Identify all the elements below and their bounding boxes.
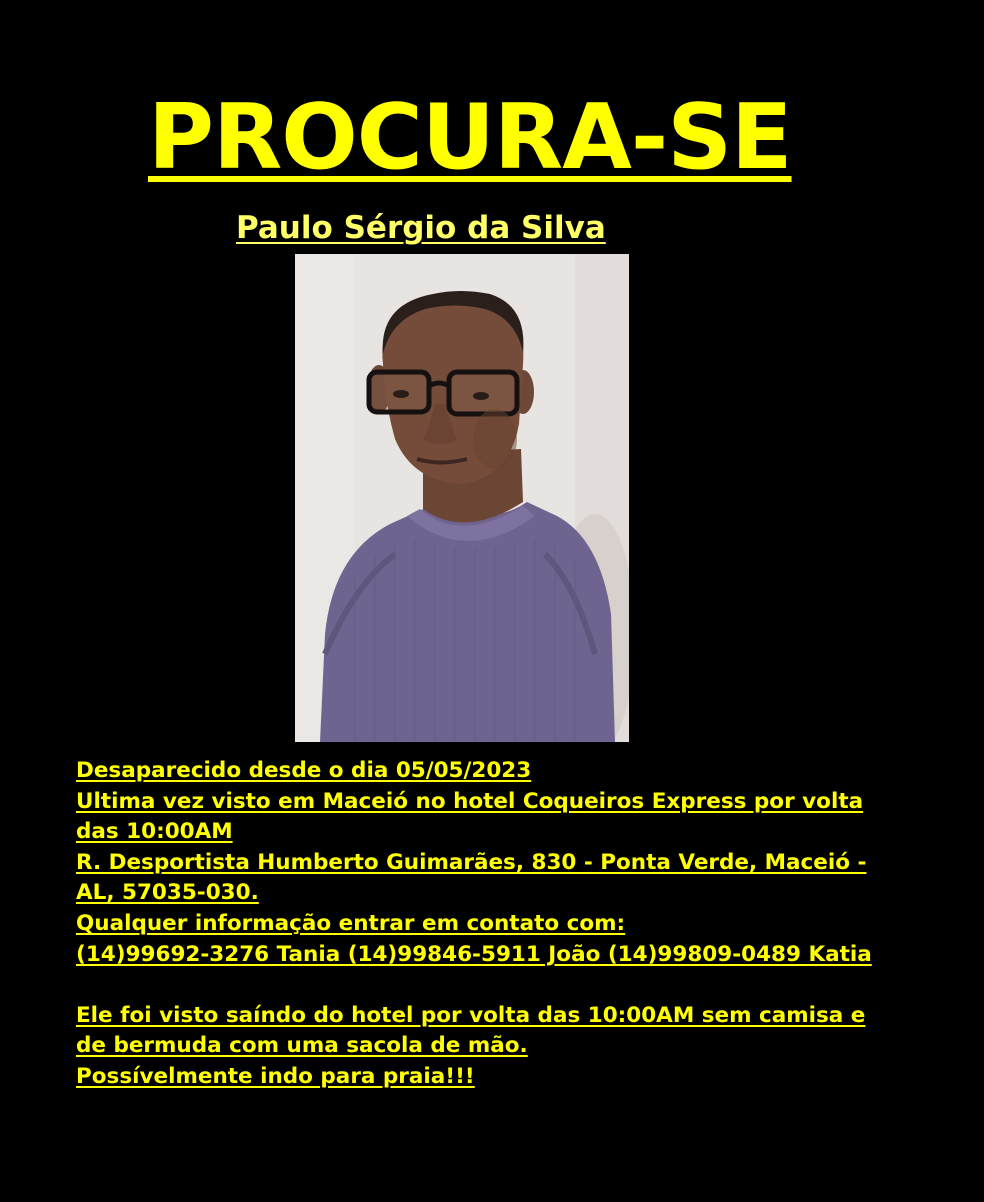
missing-since-text: Desaparecido desde o dia 05/05/2023: [76, 758, 532, 783]
poster-details: [76, 756, 936, 1093]
last-seen-text: Ultima vez visto em Maceió no hotel Coqueiros Express por volta: [76, 788, 864, 814]
person-photo: [295, 254, 629, 742]
person-name: Paulo Sérgio da Silva: [236, 210, 606, 246]
note-line-2: de bermuda com uma sacola de mão.: [76, 1033, 528, 1059]
last-seen-time-text: das 10:00AM: [76, 819, 233, 845]
address-text: R. Desportista Humberto Guimarães, 830 - Ponta Verde, Maceió -: [76, 849, 867, 875]
blank-line: [76, 970, 936, 1001]
poster-title: PROCURA-SE: [148, 85, 792, 190]
note-line-3: Possívelmente indo para praia!!!: [76, 1063, 475, 1089]
note-line-1: Ele foi visto saíndo do hotel por volta das 10:00AM sem camisa e: [76, 1002, 866, 1028]
contact-prompt-text: Qualquer informação entrar em contato com:: [76, 910, 626, 936]
address-state-text: AL, 57035-030.: [76, 880, 259, 906]
contact-phones-text: (14)99692-3276 Tania (14)99846-5911 João (14)99809-0489 Katia: [76, 941, 872, 967]
